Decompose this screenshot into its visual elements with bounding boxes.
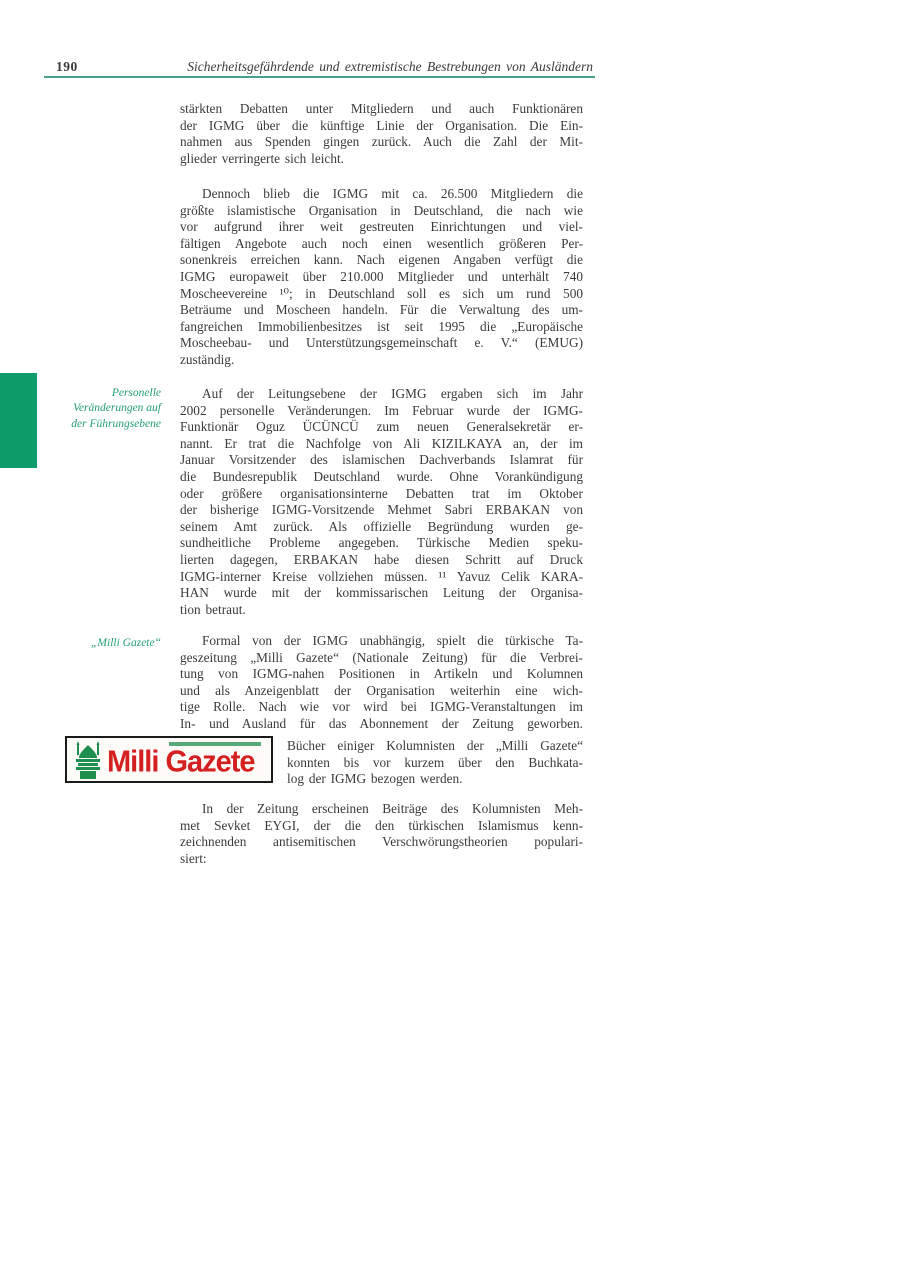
text-line: Funktionär Oguz ÜCÜNCÜ zum neuen Generalsekretär er-	[180, 419, 583, 435]
paragraph-mitglieder-rueckgang	[180, 101, 583, 167]
chapter-tab-marker	[0, 373, 37, 468]
header-rule	[44, 76, 595, 78]
margin-note-label: „Milli Gazete“	[91, 637, 161, 649]
paragraph-milli-gazete-wrap	[287, 738, 583, 788]
text-line: geszeitung „Milli Gazete“ (Nationale Zeitung) für die Verbrei-	[180, 649, 583, 665]
text-line: nannt. Er trat die Nachfolge von Ali KIZILKAYA an, der im	[180, 435, 583, 451]
text-line: und als Anzeigenblatt der Organisation weiterhin eine wich-	[180, 682, 583, 698]
text-line: IGMG-interner Kreise vollziehen müssen. ¹¹ Yavuz Celik KARA-	[180, 568, 583, 584]
text-line: Moscheevereine ¹⁰; in Deutschland soll es sich um rund 500	[180, 285, 583, 301]
paragraph-milli-gazete	[180, 633, 583, 733]
text-line: 2002 personelle Veränderungen. Im Februar wurde der IGMG-	[180, 402, 583, 418]
text-line: Veränderungen auf	[73, 402, 161, 415]
text-line: Beträume und Moscheen handeln. Für die Verwaltung des um-	[180, 302, 583, 318]
text-line: vor aufgrund ihrer weit gestreuten Einrichtungen und viel-	[180, 219, 583, 235]
running-header-title: Sicherheitsgefährdende und extremistische Bestrebungen von Ausländern	[187, 59, 593, 74]
text-line: zeichnenden antisemitischen Verschwörungstheorien populari-	[180, 834, 583, 850]
text-line: log der IGMG bezogen werden.	[287, 771, 463, 787]
text-line: siert:	[180, 850, 207, 866]
text-line: tige Rolle. Nach wie vor wird bei IGMG-Veranstaltungen im	[180, 699, 583, 715]
text-line: HAN wurde mit der kommissarischen Leitung der Organisa-	[180, 585, 583, 601]
text-line: tion betraut.	[180, 601, 246, 617]
margin-note-personelle-veraenderungen	[40, 386, 161, 432]
text-line: In- und Ausland für das Abonnement der Zeitung geworben.	[180, 715, 583, 731]
text-line: Bücher einiger Kolumnisten der „Milli Gazete“	[287, 738, 583, 753]
text-line: met Sevket EYGI, der die den türkischen Islamismus kenn-	[180, 817, 583, 833]
text-line: der Führungsebene	[71, 417, 161, 430]
text-line: fangreichen Immobilienbesitzes ist seit 1995 die „Europäische	[180, 318, 583, 334]
text-line: konnten bis vor kurzem über den Buchkata-	[287, 754, 583, 770]
text-line: sundheitliche Probleme angegeben. Türkische Medien speku-	[180, 535, 583, 551]
text-line: lierten dagegen, ERBAKAN habe diesen Schritt auf Druck	[180, 551, 583, 567]
text-line: der IGMG über die künftige Linie der Organisation. Die Ein-	[180, 117, 583, 133]
text-line: Dennoch blieb die IGMG mit ca. 26.500 Mitgliedern die	[202, 186, 583, 201]
paragraph-personelle-veraenderungen	[180, 386, 583, 618]
text-line: sonenkreis erreichen kann. Nach eigenen Angaben verfügt die	[180, 252, 583, 268]
text-line: zuständig.	[180, 351, 235, 367]
paragraph-igmg-groesse	[180, 186, 583, 369]
text-line: glieder verringerte sich leicht.	[180, 150, 344, 166]
text-line: In der Zeitung erscheinen Beiträge des Kolumnisten Meh-	[202, 801, 583, 816]
text-line: stärkten Debatten unter Mitgliedern und auch Funktionären	[180, 101, 583, 116]
logo-text-area	[107, 738, 271, 781]
text-line: IGMG europaweit über 210.000 Mitglieder und unterhält 740	[180, 268, 583, 284]
paragraph-eygi-kolumnist	[180, 801, 583, 867]
page-number: 190	[56, 59, 78, 74]
text-line: oder größere organisationsinterne Debatten trat im Oktober	[180, 485, 583, 501]
logo-title: Milli Gazete	[107, 745, 255, 779]
text-line: Moscheebau- und Unterstützungsgemeinschaft e. V.“ (EMUG)	[180, 335, 583, 351]
text-line: tung von IGMG-nahen Positionen in Artikeln und Kolumnen	[180, 666, 583, 682]
text-line: Personelle	[111, 387, 161, 399]
text-line: seinem Amt zurück. Als offizielle Begründung wurden ge-	[180, 518, 583, 534]
text-line: fältigen Angebote auch noch einen wesentlich größeren Per-	[180, 235, 583, 251]
text-line: Januar Vorsitzender des islamischen Dachverbands Islamrat für	[180, 452, 583, 468]
mosque-emblem-icon	[71, 741, 105, 779]
text-line: nahmen aus Spenden gingen zurück. Auch die Zahl der Mit-	[180, 134, 583, 150]
text-line: Formal von der IGMG unabhängig, spielt die türkische Ta-	[202, 633, 583, 648]
text-line: größte islamistische Organisation in Deutschland, die nach wie	[180, 202, 583, 218]
text-line: die Bundesrepublik Deutschland wurde. Ohne Vorankündigung	[180, 468, 583, 484]
milli-gazete-logo-image	[65, 736, 273, 783]
text-line: Auf der Leitungsebene der IGMG ergaben sich im Jahr	[202, 386, 583, 401]
text-line: der bisherige IGMG-Vorsitzende Mehmet Sabri ERBAKAN von	[180, 502, 583, 518]
margin-note-milli-gazete	[40, 636, 161, 651]
